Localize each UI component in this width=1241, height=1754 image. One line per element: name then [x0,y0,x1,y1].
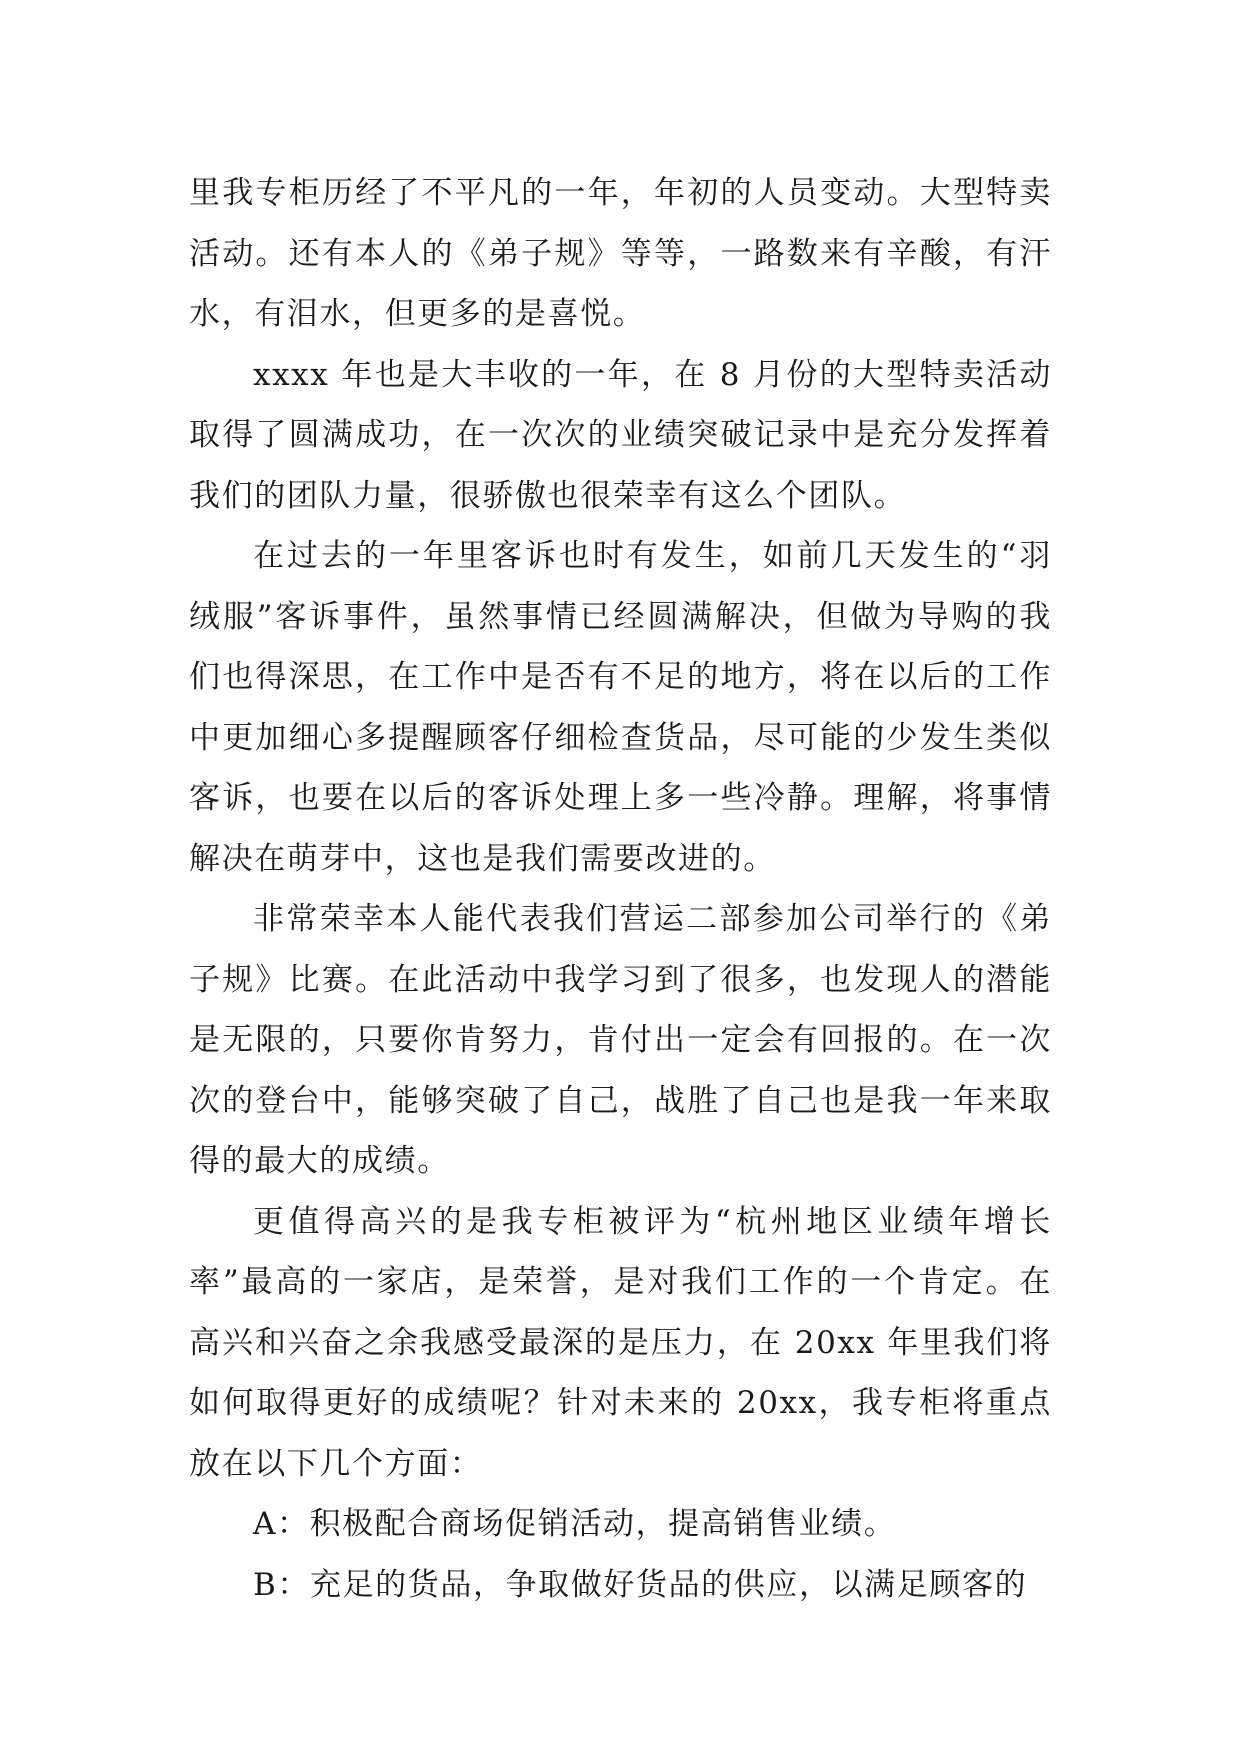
paragraph-1: 里我专柜历经了不平凡的一年，年初的人员变动。大型特卖活动。还有本人的《弟子规》等等，一路数来有辛酸，有汗水，有泪水，但更多的是喜悦。 [189,175,1052,332]
list-item-b: B：充足的货品，争取做好货品的供应，以满足顾客的 [253,1566,1028,1603]
document-body [189,163,1052,1615]
paragraph-5: 更值得高兴的是我专柜被评为“杭州地区业绩年增长率”最高的一家店，是荣誉，是对我们工作的一个肯定。在高兴和兴奋之余我感受最深的是压力，在 20xx 年里我们将如何取得更好的成绩呢？针对未来的 20xx，我专柜将重点放在以下几个方面： [189,1203,1052,1482]
paragraph-3: 在过去的一年里客诉也时有发生，如前几天发生的“羽绒服”客诉事件，虽然事情已经圆满解决，但做为导购的我们也得深思，在工作中是否有不足的地方，将在以后的工作中更加细心多提醒顾客仔细检查货品，尽可能的少发生类似客诉，也要在以后的客诉处理上多一些冷静。理解，将事情解决在萌芽中，这也是我们需要改进的。 [189,538,1052,877]
list-item-a: A：积极配合商场促销活动，提高销售业绩。 [253,1506,897,1542]
paragraph-2: xxxx 年也是大丰收的一年，在 8 月份的大型特卖活动取得了圆满成功，在一次次的业绩突破记录中是充分发挥着我们的团队力量，很骄傲也很荣幸有这么个团队。 [189,356,1052,514]
paragraph-4: 非常荣幸本人能代表我们营运二部参加公司举行的《弟子规》比赛。在此活动中我学习到了很多，也发现人的潜能是无限的，只要你肯努力，肯付出一定会有回报的。在一次次的登台中，能够突破了自己，战胜了自己也是我一年来取得的最大的成绩。 [189,901,1052,1179]
